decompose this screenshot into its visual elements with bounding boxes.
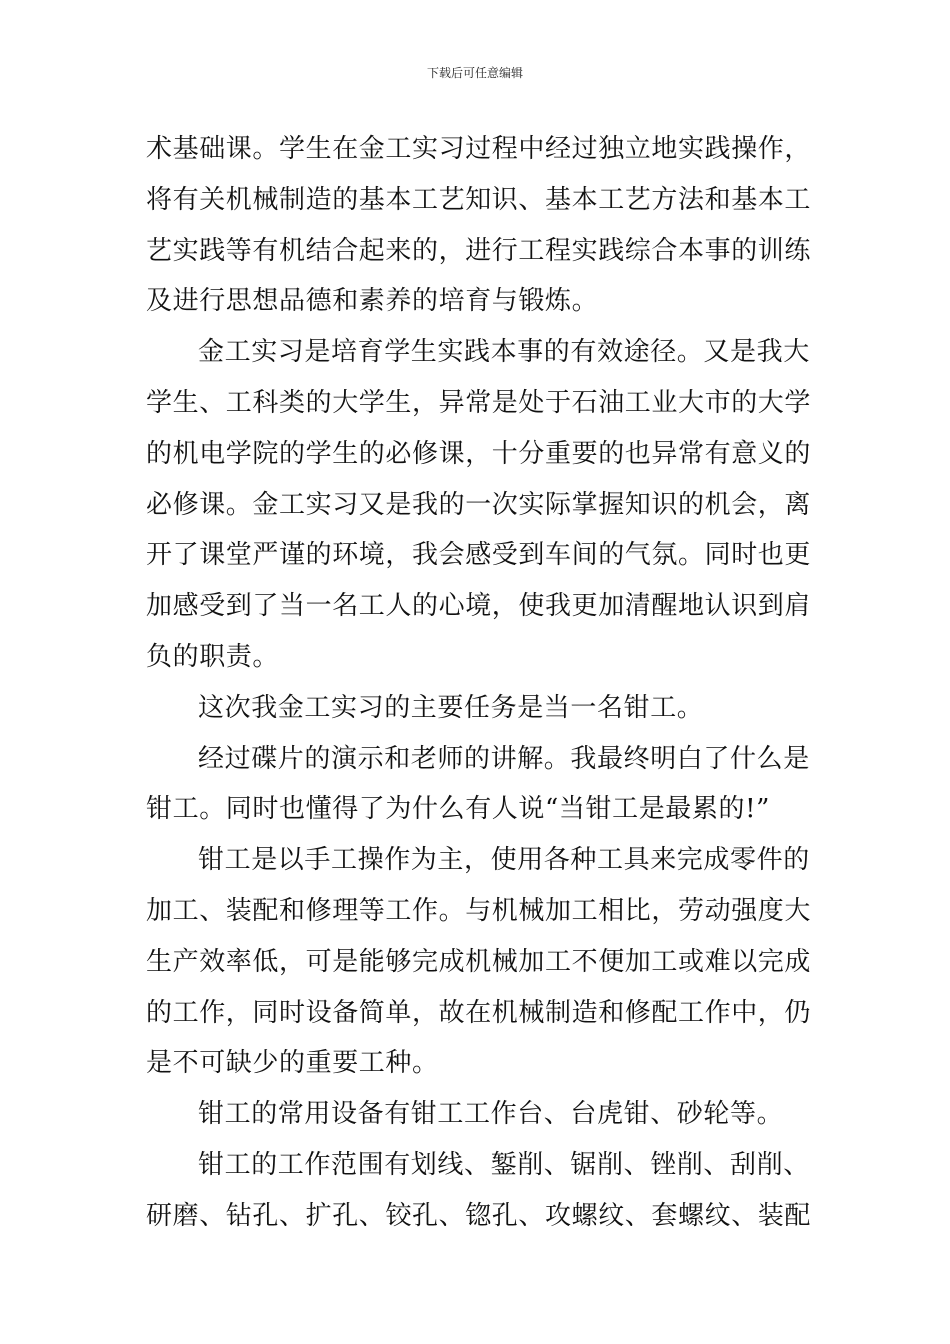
page-header: 下载后可任意编辑 xyxy=(426,66,523,80)
text-line: 将有关机械制造的基本工艺知识、基本工艺方法和基本工 xyxy=(146,184,812,215)
text-line: 术基础课。学生在金工实习过程中经过独立地实践操作， xyxy=(146,134,812,164)
text-line: 钳工是以手工操作为主，使用各种工具来完成零件的 xyxy=(198,845,810,876)
text-line: 加工、装配和修理等工作。与机械加工相比，劳动强度大 xyxy=(146,895,812,926)
text-line: 开了课堂严谨的环境，我会感受到车间的气氛。同时也更 xyxy=(146,540,812,571)
text-line: 艺实践等有机结合起来的，进行工程实践综合本事的训练 xyxy=(146,235,812,266)
text-line: 负的职责。 xyxy=(146,641,280,672)
text-line: 这次我金工实习的主要任务是当一名钳工。 xyxy=(198,692,704,723)
text-line: 经过碟片的演示和老师的讲解。我最终明白了什么是 xyxy=(198,743,810,774)
text-line: 必修课。金工实习又是我的一次实际掌握知识的机会，离 xyxy=(146,489,812,520)
text-line: 是不可缺少的重要工种。 xyxy=(146,1048,439,1079)
text-line: 的工作，同时设备简单，故在机械制造和修配工作中，仍 xyxy=(146,997,812,1028)
text-line: 钳工的工作范围有划线、錾削、锯削、锉削、刮削、 xyxy=(198,1149,810,1180)
text-line: 钳工的常用设备有钳工工作台、台虎钳、砂轮等。 xyxy=(198,1099,784,1130)
text-line: 的机电学院的学生的必修课，十分重要的也异常有意义的 xyxy=(146,438,812,469)
text-line: 及进行思想品德和素养的培育与锻炼。 xyxy=(146,286,599,317)
document-body xyxy=(146,124,812,1242)
text-line: 生产效率低，可是能够完成机械加工不便加工或难以完成 xyxy=(146,946,812,977)
text-line: 金工实习是培育学生实践本事的有效途径。又是我大 xyxy=(198,337,810,368)
text-line: 加感受到了当一名工人的心境，使我更加清醒地认识到肩 xyxy=(146,591,812,622)
text-line: 研磨、钻孔、扩孔、铰孔、锪孔、攻螺纹、套螺纹、装配 xyxy=(146,1200,812,1231)
text-line: 学生、工科类的大学生，异常是处于石油工业大市的大学 xyxy=(146,387,812,418)
text-line: 钳工。同时也懂得了为什么有人说“当钳工是最累的!” xyxy=(146,794,771,825)
